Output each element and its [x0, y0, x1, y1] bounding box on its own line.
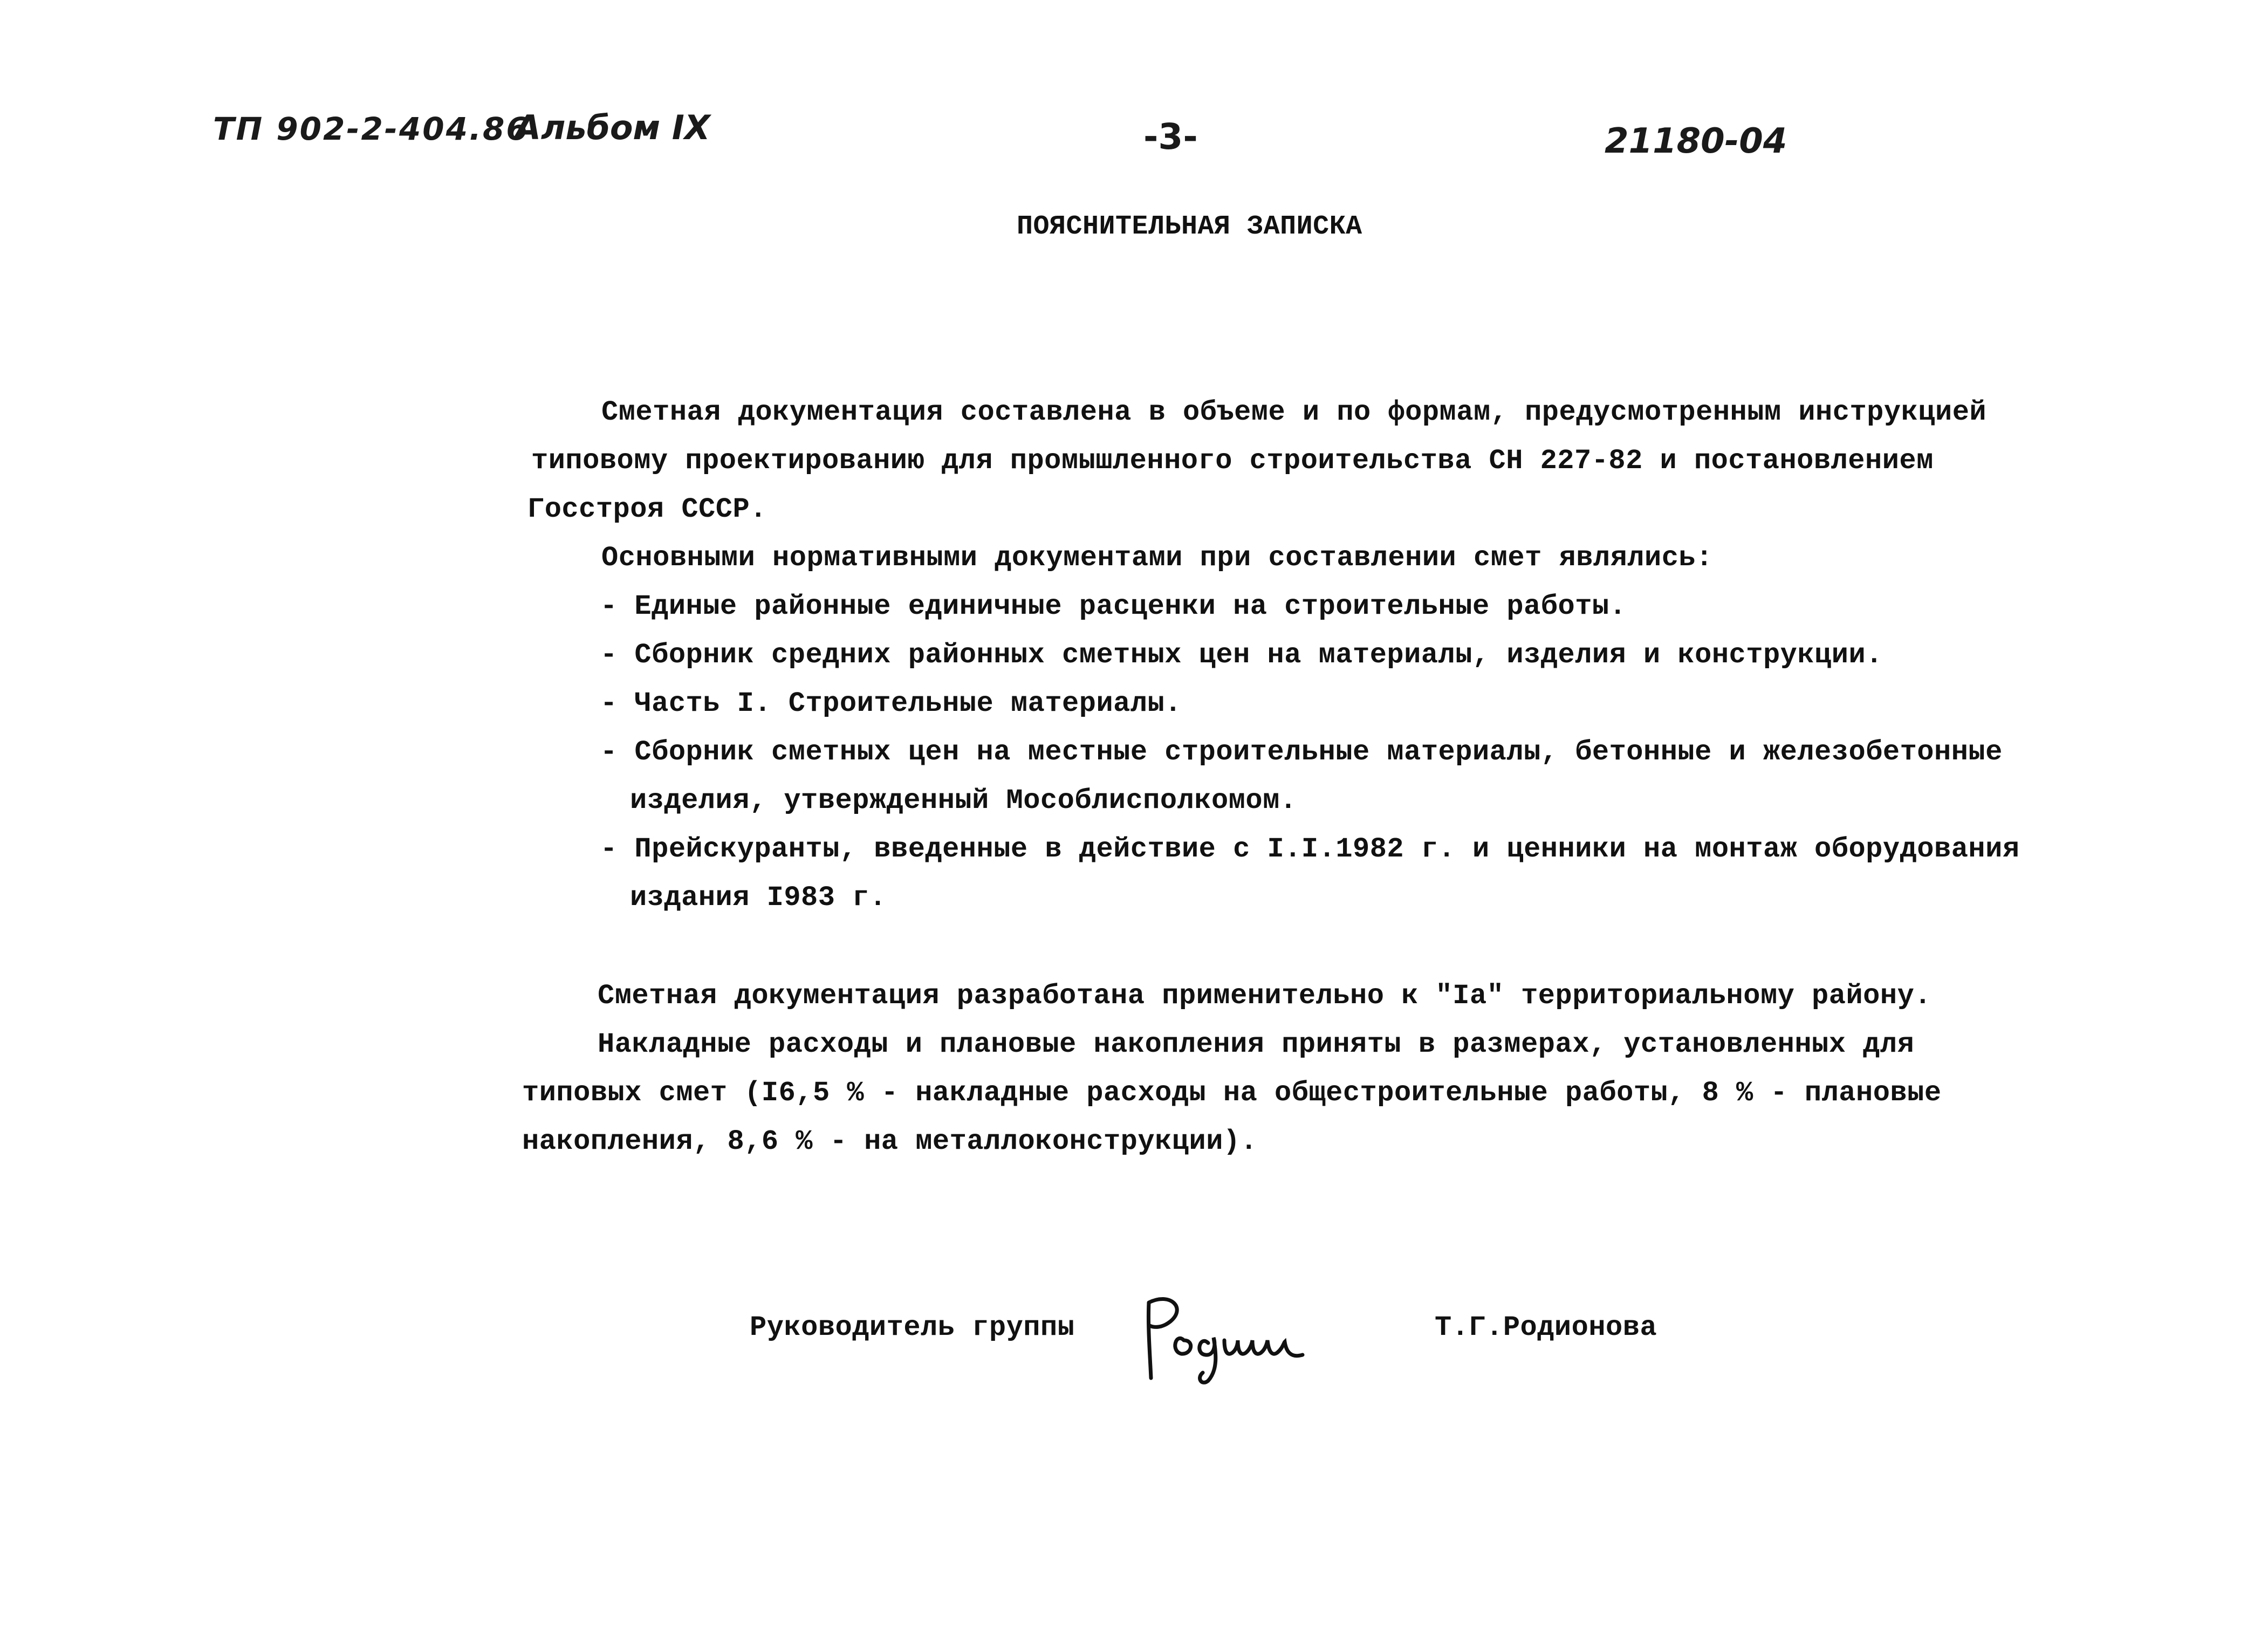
paragraph3-line1: Накладные расходы и плановые накопления приняты в размерах, установленных для: [598, 1029, 1915, 1060]
paragraph1-line2: типовому проектированию для промышленного строительства СН 227-82 и постановлением: [531, 445, 1934, 477]
list-intro: Основными нормативными документами при составлении смет являлись:: [601, 542, 1713, 574]
list-item-4-line1: - Сборник сметных цен на местные строительные материалы, бетонные и железобетонные: [600, 736, 2003, 768]
signer-role: Руководитель группы: [750, 1312, 1075, 1344]
signer-name: Т.Г.Родионова: [1435, 1312, 1657, 1344]
page-title: ПОЯСНИТЕЛЬНАЯ ЗАПИСКА: [1017, 211, 1362, 242]
paragraph3-line3: накопления, 8,6 % - на металлоконструкции).: [522, 1126, 1258, 1157]
list-item-4-line2: изделия, утвержденный Мособлисполкомом.: [630, 785, 1297, 817]
doc-code: ТП 902-2-404.86: [213, 111, 530, 147]
doc-number: 21180-04: [1605, 121, 1787, 161]
page-number: -3-: [1143, 116, 1198, 157]
list-item-3: - Часть I. Строительные материалы.: [600, 688, 1182, 719]
list-item-5-line2: издания I983 г.: [630, 882, 887, 914]
paragraph1-line1: Сметная документация составлена в объеме и по формам, предусмотренным инструкцией: [601, 396, 1987, 428]
list-item-2: - Сборник средних районных сметных цен на материалы, изделия и конструкции.: [600, 639, 1883, 671]
signature: [1138, 1289, 1316, 1386]
list-item-1: - Единые районные единичные расценки на строительные работы.: [600, 591, 1627, 622]
paragraph2: Сметная документация разработана применительно к "Iа" территориальному району.: [598, 980, 1931, 1012]
list-item-5-line1: - Прейскуранты, введенные в действие с I.I.1982 г. и ценники на монтаж оборудования: [600, 833, 2020, 865]
paragraph3-line2: типовых смет (I6,5 % - накладные расходы на общестроительные работы, 8 % - плановые: [522, 1077, 1942, 1109]
paragraph1-line3: Госстроя СССР.: [527, 494, 767, 525]
album-label: Альбом IX: [515, 108, 710, 147]
